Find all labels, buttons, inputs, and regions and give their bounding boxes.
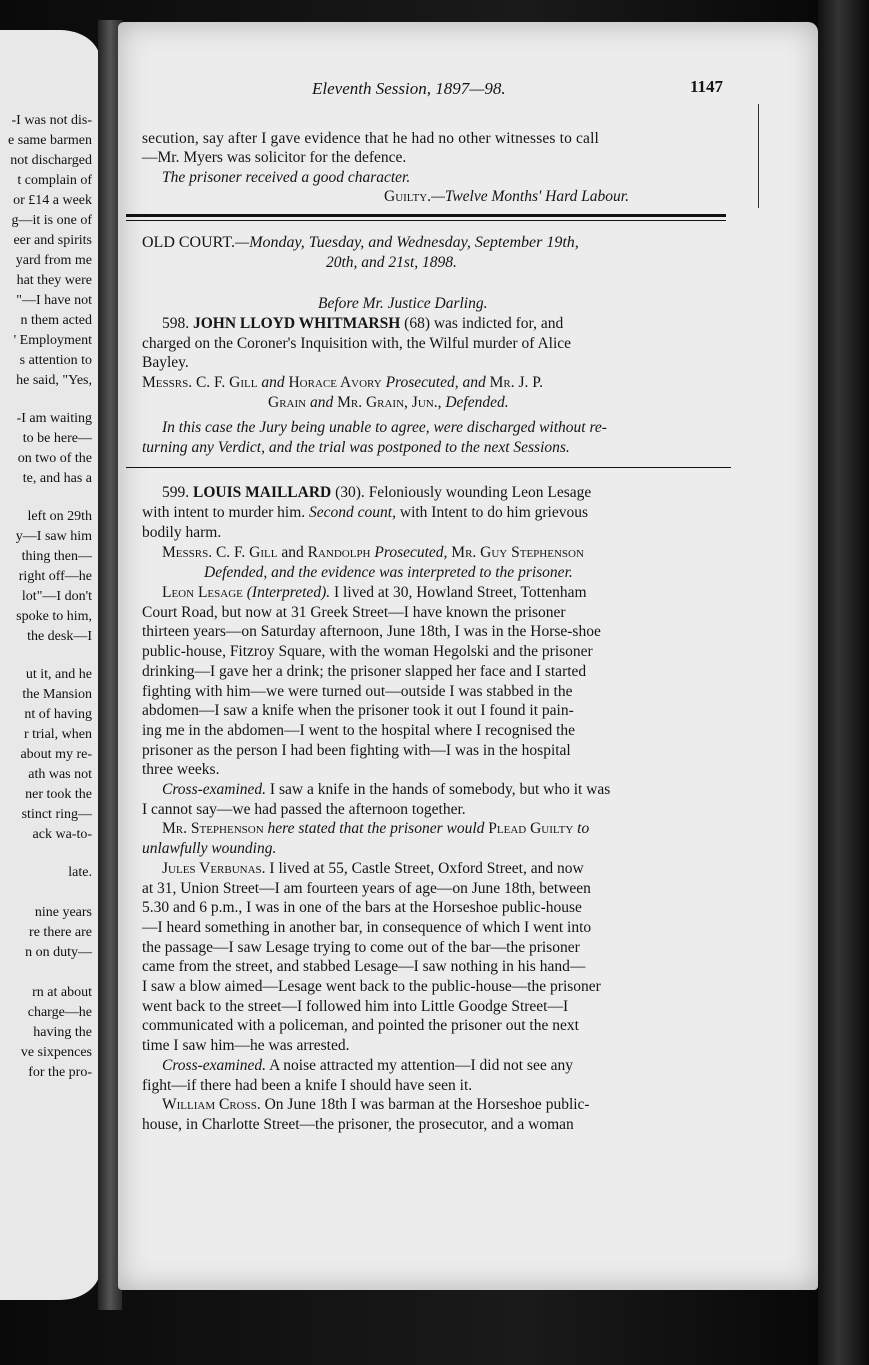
testimony-text: I lived at 55, Castle Street, Oxford Street, and now (269, 859, 584, 877)
margin-bracket (758, 104, 759, 208)
testimony-line (162, 861, 584, 877)
counsel-avory: Horace Avory (288, 374, 382, 391)
testimony-text: I lived at 30, Howland Street, Tottenham (333, 584, 587, 601)
left-page-line: nine years (34, 905, 92, 920)
case-598-counsel-2 (268, 395, 509, 411)
testimony-line (142, 979, 601, 995)
double-rule-top (126, 214, 726, 217)
witness-name: William Cross. (162, 1096, 261, 1114)
case-599-counsel-1 (162, 545, 584, 561)
left-page-fragment (0, 30, 100, 1300)
verdict-text: —Twelve Months' Hard Labour. (431, 188, 629, 205)
testimony-text: abdomen—I saw a knife when the prisoner took it out I found it pain- (142, 702, 574, 720)
left-page-line: g—it is one of (11, 213, 92, 228)
testimony-text: On June 18th I was barman at the Horseshoe public- (264, 1096, 590, 1114)
case-599-heading (162, 485, 591, 501)
testimony-line (142, 1018, 579, 1034)
testimony-line (142, 644, 593, 660)
testimony-line (142, 881, 591, 897)
counsel-messrs: Messrs. (142, 374, 193, 391)
counsel-and-2: and (309, 394, 334, 411)
testimony-text: Court Road, but now at 31 Greek Street—I have known the prisoner (142, 603, 566, 621)
testimony-text: came from the street, and stabbed Lesage—I saw nothing in his hand— (142, 958, 586, 976)
left-page-line: eer and spirits (13, 233, 92, 248)
left-page-line: e same barmen (8, 133, 92, 148)
testimony-text: house, in Charlotte Street—the prisoner, the prosecutor, and a woman (142, 1115, 574, 1133)
left-page-line: rn at about (32, 985, 92, 1000)
testimony-text: thirteen years—on Saturday afternoon, June 18th, I was in the Horse-shoe (142, 623, 601, 641)
left-page-line: "—I have not (16, 293, 92, 308)
plea-counsel: Mr. Stephenson (162, 820, 264, 838)
counsel-grain: Grain (268, 394, 307, 411)
left-page-line: thing then— (21, 549, 92, 564)
left-page-line: right off—he (18, 569, 92, 584)
testimony-line (142, 1117, 574, 1133)
testimony-line (142, 1078, 472, 1094)
testimony-text: public-house, Fitzroy Square, with the woman Hegolski and the prisoner (142, 643, 593, 661)
case-598-note-1: In this case the Jury being unable to agree, were discharged without re- (162, 419, 607, 436)
case-599-number: 599. (162, 484, 190, 501)
case-598-age: (68) (404, 315, 430, 332)
court-dates-2: 20th, and 21st, 1898. (326, 254, 457, 271)
left-page-line: n them acted (20, 313, 92, 328)
testimony-text: at 31, Union Street—I am fourteen years of age—on June 18th, between (142, 879, 591, 897)
testimony-text: communicated with a policeman, and pointed the prisoner out the next (142, 1017, 579, 1035)
case-598-line1-rest: was indicted for, and (433, 315, 564, 332)
witness-tag: (Interpreted). (246, 584, 331, 601)
testimony-text: drinking—I gave her a drink; the prisoner slapped her face and I started (142, 662, 587, 680)
testimony-line (142, 624, 601, 640)
testimony-text: three weeks. (142, 761, 220, 779)
testimony-line (142, 999, 568, 1015)
counsel-defended: Defended. (445, 394, 509, 411)
left-page-line: charge—he (27, 1005, 92, 1020)
case-599-defendant: LOUIS MAILLARD (193, 484, 332, 501)
plea-guilty: Plead Guilty (488, 820, 574, 838)
testimony-line (142, 703, 574, 719)
case-598-note-2: turning any Verdict, and the trial was postponed to the next Sessions. (142, 439, 570, 456)
counsel-initials: C. F. (195, 374, 226, 391)
testimony-line (142, 841, 276, 857)
counsel-and: and (261, 374, 285, 391)
verdict-label: Guilty. (384, 188, 432, 205)
testimony-line (162, 1058, 573, 1074)
testimony-line (142, 605, 566, 621)
case-599-intent: with intent to murder him. (142, 504, 306, 521)
left-page-line: ut it, and he (25, 667, 92, 682)
testimony-text: ing me in the abdomen—I went to the hospital where I recognised the (142, 721, 576, 739)
prev-case-verdict (384, 189, 629, 205)
plea-to: to (577, 820, 590, 838)
testimony-line (142, 664, 586, 680)
left-page-line: yard from me (15, 253, 92, 268)
counsel-prosecuted: Prosecuted, and (385, 374, 486, 391)
cross-examined-label: Cross-examined. (162, 1056, 267, 1074)
case-599-line-2 (142, 505, 588, 521)
testimony-line (142, 959, 585, 975)
left-page-line: on two of the (17, 451, 92, 466)
left-page-line: n on duty— (25, 945, 92, 960)
witness-name: Leon Lesage (162, 584, 243, 601)
testimony-line (142, 920, 591, 936)
testimony-line (142, 940, 580, 956)
left-page-line: left on 29th (27, 509, 92, 524)
prev-case-character: The prisoner received a good character. (162, 169, 411, 186)
case-599-age: (30). (335, 484, 365, 501)
case-598-defendant: JOHN LLOYD WHITMARSH (193, 315, 401, 332)
testimony-text: unlawfully wounding. (142, 840, 277, 858)
court-name: OLD COURT. (142, 234, 235, 251)
left-page-line: for the pro- (28, 1065, 92, 1080)
court-dates-1: —Monday, Tuesday, and Wednesday, September 19th, (234, 234, 579, 251)
testimony-line (142, 743, 571, 759)
testimony-line (142, 723, 575, 739)
cross-examined-label: Cross-examined. (162, 781, 267, 798)
case-598-number: 598. (162, 315, 190, 332)
testimony-text: the passage—I saw Lesage trying to come out of the bar—the prisoner (142, 938, 580, 956)
testimony-line (162, 821, 589, 837)
testimony-text: prisoner as the person I had been fighting with—I was in the hospital (142, 741, 571, 759)
court-heading (142, 235, 579, 251)
left-page-line: te, and has a (22, 471, 92, 486)
counsel-599-messrs: Messrs. (162, 544, 213, 561)
left-page-line: ve sixpences (20, 1045, 92, 1060)
counsel-gill: Gill (229, 374, 258, 391)
counsel-599-and: and (281, 544, 304, 561)
case-599-grievous: with Intent to do him grievous (399, 504, 589, 521)
left-page-line: having the (33, 1025, 92, 1040)
testimony-text: I saw a blow aimed—Lesage went back to the public-house—the prisoner (142, 978, 601, 995)
testimony-text: went back to the street—I followed him into Little Goodge Street—I (142, 997, 569, 1015)
left-page-line: ath was not (28, 767, 92, 782)
testimony-line (162, 1097, 590, 1113)
testimony-text: fight—if there had been a knife I should have seen it. (142, 1076, 473, 1094)
testimony-text: A noise attracted my attention—I did not see any (269, 1056, 573, 1074)
testimony-line (142, 900, 582, 916)
counsel-599-stephenson: Mr. Guy Stephenson (451, 544, 584, 561)
left-page-line: or £14 a week (13, 193, 92, 208)
counsel-599-prosecuted: Prosecuted, (374, 544, 448, 561)
left-page-line: he said, "Yes, (16, 373, 92, 388)
left-page-line: s attention to (19, 353, 92, 368)
left-page-line: ack wa-to- (32, 827, 92, 842)
counsel-599-gill: Gill (249, 544, 278, 561)
counsel-mr-jp: Mr. J. P. (489, 374, 544, 391)
counsel-grain-jun: Mr. Grain, Jun., (337, 394, 442, 411)
case-598-line-3: Bayley. (142, 354, 189, 371)
testimony-text: fighting with him—we were turned out—outside I was stabbed in the (142, 682, 573, 700)
left-page-line: ner took the (25, 787, 92, 802)
testimony-text: I saw a knife in the hands of somebody, but who it was (269, 781, 611, 798)
left-page-line: stinct ring— (21, 807, 92, 822)
testimony-line (142, 762, 219, 778)
testimony-line (162, 782, 610, 798)
left-page-line: ' Employment (13, 333, 92, 348)
case-598-heading (162, 316, 563, 332)
counsel-599-initials: C. F. (215, 544, 246, 561)
page-number: 1147 (690, 77, 724, 96)
double-rule-bottom (126, 220, 726, 221)
left-page-line: nt of having (24, 707, 92, 722)
judge-line: Before Mr. Justice Darling. (318, 295, 488, 312)
witness-name: Jules Verbunas. (162, 859, 266, 877)
case-599-second-count: Second count, (309, 504, 396, 521)
testimony-text: —I heard something in another bar, in consequence of which I went into (142, 918, 592, 936)
testimony-line (142, 684, 572, 700)
left-page-line: lot"—I don't (21, 589, 92, 604)
left-page-line: t complain of (17, 173, 92, 188)
left-page-line: about my re- (20, 747, 92, 762)
counsel-599-randolph: Randolph (307, 544, 371, 561)
left-page-line: the desk—I (27, 629, 92, 644)
left-page-line: the Mansion (22, 687, 92, 702)
left-page-line: r trial, when (23, 727, 92, 742)
left-page-line: late. (68, 865, 92, 880)
left-page-line: to be here— (22, 431, 92, 446)
page-edge-shadow (818, 0, 869, 1365)
prev-case-line-2: —Mr. Myers was solicitor for the defence. (142, 149, 407, 166)
case-599-counsel-2: Defended, and the evidence was interpreted to the prisoner. (204, 564, 573, 581)
case-598-line-2: charged on the Coroner's Inquisition with, the Wilful murder of Alice (142, 335, 572, 352)
book-page (118, 22, 818, 1290)
case-599-line1-rest: Feloniously wounding Leon Lesage (368, 484, 592, 501)
case-separator-rule (126, 467, 731, 468)
testimony-text: I cannot say—we had passed the afternoon together. (142, 800, 466, 818)
testimony-line (162, 585, 587, 601)
testimony-line (142, 1038, 349, 1054)
left-page-line: -I was not dis- (11, 113, 92, 128)
testimony-line (142, 802, 466, 818)
plea-statement: here stated that the prisoner would (267, 820, 485, 838)
case-598-counsel-1 (142, 375, 543, 391)
running-header: Eleventh Session, 1897—98. (312, 79, 506, 98)
left-page-line: y—I saw him (15, 529, 92, 544)
case-599-line-3: bodily harm. (142, 524, 222, 541)
left-page-line: spoke to him, (16, 609, 92, 624)
testimony-text: 5.30 and 6 p.m., I was in one of the bars at the Horseshoe public-house (142, 899, 582, 917)
testimony-text: time I saw him—he was arrested. (142, 1037, 350, 1055)
prev-case-line-1: secution, say after I gave evidence that he had no other witnesses to call (142, 130, 599, 147)
left-page-line: hat they were (16, 273, 92, 288)
left-page-line: -I am waiting (16, 411, 92, 426)
left-page-line: re there are (29, 925, 92, 940)
left-page-line: not discharged (10, 153, 92, 168)
